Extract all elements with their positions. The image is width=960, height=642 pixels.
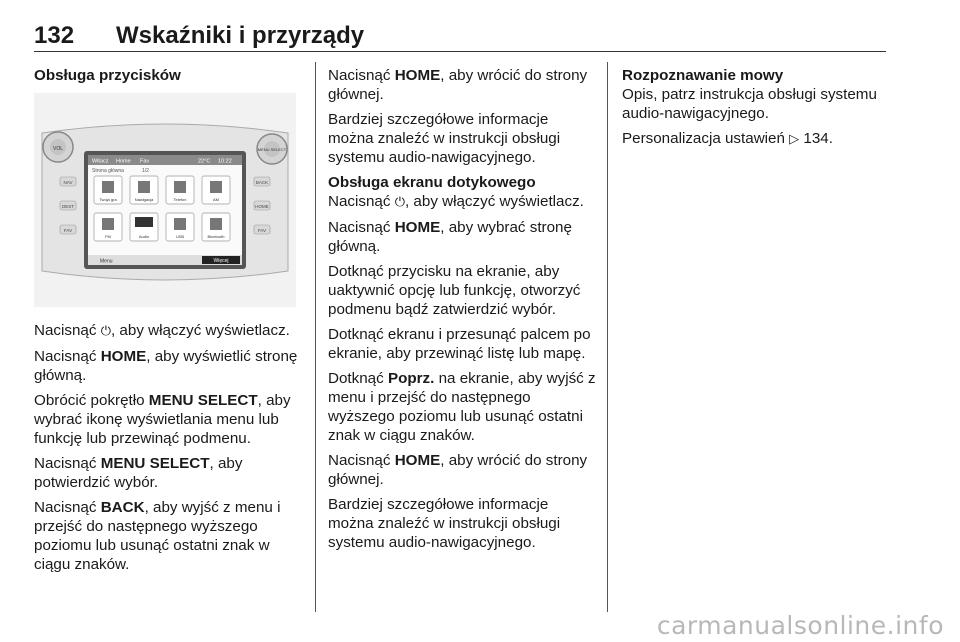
status-temp: 22°C [198,158,211,165]
tile-fm-icon [102,218,114,230]
tile-twoja-gra-label: Twoja gra [99,197,117,202]
status-time: 10:22 [218,158,232,165]
col1-paragraph-5 [34,498,306,574]
text: na ekranie, aby wyjść z menu i przejść do następnego wyższego poziomu lub usunąć ostatni znak w ciągu znaków. [328,370,596,444]
back-button-label: BACK [255,180,269,185]
section-heading-buttons: Obsługa przycisków [34,67,181,84]
status-home: Home [116,158,131,165]
power-icon: ⏻ [394,195,405,210]
text: Nacisnąć [328,67,395,84]
tile-telefon-icon [174,181,186,193]
page-number: 132 [34,22,75,49]
screen-more-label: Więcej [213,258,229,265]
text: , aby wyjść z menu i przejść do następnego wyższego poziomu lub usunąć ostatni znak w ciągu znaków. [34,499,281,573]
section-heading-touchscreen: Obsługa ekranu dotykowego [328,174,536,191]
col1-paragraph-2 [34,347,306,385]
tile-nawigacja-label: Nawigacja [134,197,154,202]
column-2 [328,66,596,558]
col2-paragraph-5: Dotknąć przycisku na ekranie, aby uaktywnić opcję lub funkcję, otworzyć podmenu bądź zatwierdzić wybór. [328,263,581,318]
screen-page-number: 1/2 [142,168,149,174]
column-3 [622,66,890,155]
tile-nawigacja-icon [138,181,150,193]
tile-audio-label: Audio [138,234,150,239]
fav-button-right-label: FAV [257,228,267,233]
button-name: Poprz. [387,370,435,387]
text: , aby potwierdzić wybór. [34,455,243,491]
text: Obrócić pokrętło [34,392,149,409]
tile-am-icon [210,181,222,193]
column-1 [34,66,306,580]
tile-telefon-label: Telefon [173,197,187,202]
section-heading-voice: Rozpoznawanie mowy [622,67,784,84]
text: Dotknąć [328,370,388,387]
header-rule [34,51,886,52]
button-name: BACK [100,499,145,516]
button-name: MENU SELECT [100,455,210,472]
column-divider-1 [315,62,316,612]
page-title: Wskaźniki i przyrządy [116,22,365,49]
col2-paragraph-1 [328,66,596,104]
tile-audio-icon [135,217,153,227]
col1-paragraph-1 [34,321,306,341]
right-buttons [254,177,270,234]
button-name: HOME [394,67,441,84]
button-name: MENU SELECT [148,392,258,409]
button-name: HOME [394,219,441,236]
left-buttons [60,177,76,234]
watermark: carmanualsonline.info [656,611,944,640]
arrow-icon: ▷ [789,132,800,147]
text: , aby wybrać ikonę wyświetlania menu lub funkcję lub przewinąć podmenu. [34,392,291,447]
status-witaj: Witacz [92,158,109,165]
tile-bluetooth-label: Bluetooth [207,234,225,239]
col1-paragraph-4 [34,454,306,492]
menu-select-knob-label: MENU SELECT [257,147,287,152]
col3-paragraph-2 [622,129,890,149]
text: , aby wybrać stronę główną. [328,219,572,255]
screen-footer-menu: Menu [100,258,113,265]
col2-paragraph-2: Bardziej szczegółowe informacje można znaleźć w instrukcji obsługi systemu audio-nawigacyjnego. [328,111,561,166]
col2-paragraph-9: Bardziej szczegółowe informacje można znaleźć w instrukcji obsługi systemu audio-nawigacyjnego. [328,496,561,551]
infotainment-svg [34,93,296,307]
col2-paragraph-3 [328,192,596,212]
col2-paragraph-8 [328,451,596,489]
status-fav: Fav [140,158,150,165]
col1-paragraph-3 [34,391,306,448]
text: , aby włączyć wyświetlacz. [110,322,290,339]
power-icon: ⏻ [100,324,111,339]
vol-knob-label: VOL [52,146,64,152]
text: Personalizacja ustawień [622,130,790,147]
page-reference-link[interactable]: 134. [803,130,833,147]
text: Nacisnąć [328,452,395,469]
tile-bluetooth-icon [210,218,222,230]
tile-usb-label: USB [175,234,185,239]
tile-twoja-gra-icon [102,181,114,193]
nav-button-label: NAV [63,180,73,185]
text: Nacisnąć [34,499,101,516]
home-button-label: HOME [255,204,269,209]
col2-paragraph-4 [328,218,596,256]
text: Nacisnąć [328,193,395,210]
col2-paragraph-7 [328,369,596,445]
col2-paragraph-6: Dotknąć ekranu i przesunąć palcem po ekranie, aby przewinąć listę lub mapę. [328,326,591,362]
page-header [34,22,884,52]
text: Nacisnąć [328,219,395,236]
col3-paragraph-1: Opis, patrz instrukcja obsługi systemu audio-nawigacyjnego. [622,86,877,122]
text: Nacisnąć [34,455,101,472]
button-name: HOME [100,348,147,365]
fav-button-left-label: FAV [63,228,73,233]
button-name: HOME [394,452,441,469]
text: , aby wyświetlić stronę główną. [34,348,298,384]
column-divider-2 [607,62,608,612]
text: Nacisnąć [34,348,101,365]
text: , aby wrócić do strony głównej. [328,67,588,103]
text: Nacisnąć [34,322,101,339]
dest-button-label: DEST [61,204,75,209]
text: , aby włączyć wyświetlacz. [404,193,584,210]
tile-am-label: AM [213,197,219,202]
text: , aby wrócić do strony głównej. [328,452,588,488]
tile-fm-label: FM [105,234,111,239]
tile-usb-icon [174,218,186,230]
infotainment-illustration [34,93,296,307]
screen-page-label: Strona główna [92,168,124,174]
